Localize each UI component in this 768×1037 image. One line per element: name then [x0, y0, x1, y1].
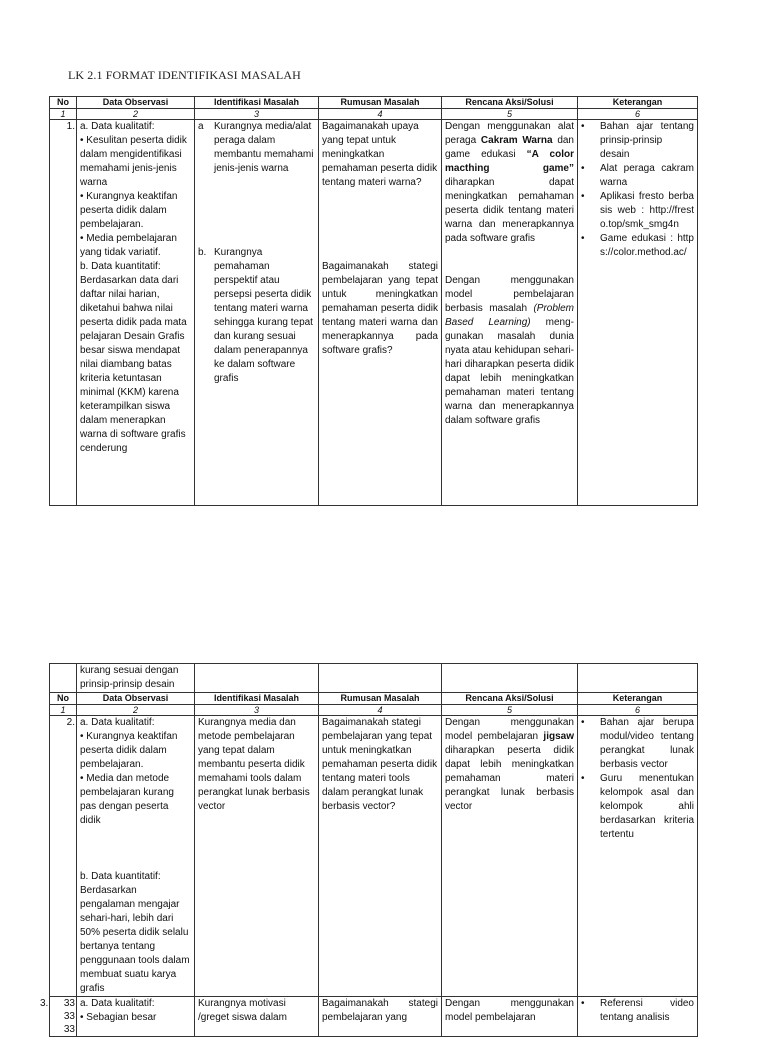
header-keterangan: Keterangan	[578, 693, 698, 705]
col-number: 6	[578, 109, 698, 120]
data-observasi-cell	[77, 120, 195, 506]
keterangan-cell	[578, 716, 698, 997]
col-number: 5	[442, 109, 578, 120]
quantitative-title: b. Data kuantitatif:	[80, 261, 161, 272]
observation-item: • Media pembelajaran yang tidak variatif.	[80, 233, 177, 258]
observation-item: • Media dan metode pembelajaran kurang pas dengan peserta didik	[80, 773, 174, 826]
solution-text: diharapkan peserta didik dapat lebih meningkatkan pemahaman materi perangkat lunak berbasis vector	[445, 745, 574, 812]
problem-identification-table-page-1	[49, 96, 698, 506]
notes-list	[581, 120, 694, 260]
problem-a: Kurangnya media/alat peraga dalam membantu memahami jenis-jenis warna	[214, 121, 314, 174]
row-number: 2.	[50, 716, 77, 997]
notes-list	[581, 716, 694, 842]
observation-item: • Kurangnya keaktifan peserta didik dalam pembelajaran.	[80, 191, 178, 230]
tool-name: Cakram Warna	[480, 135, 553, 146]
list-item: • Referensi video tentang analisis	[581, 997, 694, 1025]
list-label: b.	[198, 247, 207, 258]
observation-item: • Sebagian besar	[80, 1012, 157, 1023]
solution-text: diharapkan dapat meningkatkan pemahaman peserta didik tentang materi warna dan menerapkannya pada software grafis	[445, 177, 574, 244]
list-label: a	[198, 121, 204, 132]
col-number: 3	[195, 705, 319, 716]
list-item: • Bahan ajar tentang prinsip-prinsip desain	[581, 120, 694, 162]
rumusan-masalah-cell	[319, 120, 442, 506]
game-name: “A color macthing game”	[445, 149, 575, 174]
list-item: • Game edukasi : https://color.method.ac/	[581, 232, 694, 260]
header-rumusan-masalah: Rumusan Masalah	[319, 97, 442, 109]
keterangan-cell	[578, 120, 698, 506]
rencana-aksi-cell	[442, 716, 578, 997]
table-row	[50, 997, 698, 1037]
qualitative-title: a. Data kualitatif:	[80, 998, 155, 1009]
header-data-observasi: Data Observasi	[77, 693, 195, 705]
quantitative-title: b. Data kuantitatif:	[80, 871, 161, 882]
header-identifikasi-masalah: Identifikasi Masalah	[195, 693, 319, 705]
solution-text: dan game edukasi	[445, 135, 574, 160]
rencana-aksi-cell: Dengan menggunakan model pembelajaran	[442, 997, 578, 1037]
table-row	[50, 716, 698, 997]
list-item: • Bahan ajar berupa modul/video tentang perangkat lunak berbasis vector	[581, 716, 694, 772]
row-number: 3.	[40, 998, 49, 1009]
col-number: 4	[319, 705, 442, 716]
row-number-cell	[40, 997, 77, 1037]
method-name: jigsaw	[543, 731, 574, 742]
qualitative-title: a. Data kualitatif:	[80, 121, 155, 132]
continued-row	[50, 664, 698, 693]
rumusan-masalah-cell: Bagaimanakah stategi pembelajaran yang tepat untuk meningkatkan pemahaman peserta didik tentang materi tools dalam perangkat lunak berbasis vector?	[319, 716, 442, 997]
rencana-aksi-cell	[442, 120, 578, 506]
col-number: 3	[195, 109, 319, 120]
identifikasi-masalah-cell	[195, 120, 319, 506]
column-number-row	[50, 705, 698, 716]
header-row	[50, 693, 698, 705]
header-row	[50, 97, 698, 109]
side-number: 33	[63, 998, 75, 1009]
observation-item: • Kesulitan peserta didik dalam mengidentifikasi memahami jenis-jenis warna	[80, 135, 187, 188]
rumusan-masalah-cell: Bagaimanakah stategi pembelajaran yang	[319, 997, 442, 1037]
row-number: 1.	[50, 120, 77, 506]
solution-b	[445, 274, 574, 428]
quantitative-text: Berdasarkan data dari daftar nilai harian, diketahui bahwa nilai peserta didik pada mata pelajaran Desain Grafis besar siswa mendapat nilai diambang batas kriteria ketuntasan minimal (KKM) karena keterampilkan siswa dalam menerapkan warna di software grafis cenderung	[80, 275, 187, 454]
col-number: 1	[50, 109, 77, 120]
qualitative-title: a. Data kualitatif:	[80, 717, 155, 728]
data-observasi-cell	[77, 997, 195, 1037]
header-identifikasi-masalah: Identifikasi Masalah	[195, 97, 319, 109]
keterangan-cell	[578, 997, 698, 1037]
list-item: • Alat peraga cakram warna	[581, 162, 694, 190]
column-number-row	[50, 109, 698, 120]
col-number: 1	[50, 705, 77, 716]
solution-text: Dengan menggunakan model pembelajaran	[445, 717, 574, 742]
observation-item: • Kurangnya keaktifan peserta didik dalam pembelajaran.	[80, 731, 178, 770]
list-item: • Guru menentukan kelompok asal dan kelompok ahli berdasarkan kriteria tertentu	[581, 772, 694, 842]
observation-continued: kurang sesuai dengan prinsip-prinsip desain	[77, 664, 195, 693]
header-rencana-aksi: Rencana Aksi/Solusi	[442, 693, 578, 705]
col-number: 2	[77, 705, 195, 716]
col-number: 5	[442, 705, 578, 716]
col-number: 6	[578, 705, 698, 716]
table-row	[50, 120, 698, 506]
notes-list	[581, 997, 694, 1025]
header-no: No	[50, 693, 77, 705]
identifikasi-masalah-cell: Kurangnya motivasi /greget siswa dalam	[195, 997, 319, 1037]
list-item: • Aplikasi fresto berbasis web : http://fresto.top/smk_smg4n	[581, 190, 694, 232]
solution-a	[445, 120, 574, 246]
data-observasi-cell	[77, 716, 195, 997]
problem-b: Kurangnya pemahaman perspektif atau persepsi peserta didik tentang materi warna sehingga kurang tepat dan kurang sesuai dalam penerapannya ke dalam software grafis	[214, 247, 313, 384]
header-data-observasi: Data Observasi	[77, 97, 195, 109]
header-no: No	[50, 97, 77, 109]
col-number: 2	[77, 109, 195, 120]
side-number: 33	[63, 1024, 75, 1035]
quantitative-text: Berdasarkan pengalaman mengajar sehari-hari, lebih dari 50% peserta didik selalu bertanya tentang penggunaan tools dalam membuat suatu karya grafis	[80, 885, 190, 994]
header-rencana-aksi: Rencana Aksi/Solusi	[442, 97, 578, 109]
header-keterangan: Keterangan	[578, 97, 698, 109]
col-number: 4	[319, 109, 442, 120]
identifikasi-masalah-cell: Kurangnya media dan metode pembelajaran yang tepat dalam membantu peserta didik memahami tools dalam perangkat lunak berbasis vector	[195, 716, 319, 997]
question-b: Bagaimanakah stategi pembelajaran yang tepat untuk meningkatkan pemahaman peserta didik tentang materi warna dan menerapkannya pada software grafis?	[322, 261, 438, 356]
method-name: (Problem Based Learning)	[445, 303, 575, 328]
header-rumusan-masalah: Rumusan Masalah	[319, 693, 442, 705]
page-title: LK 2.1 FORMAT IDENTIFIKASI MASALAH	[68, 68, 301, 82]
question-a: Bagaimanakah upaya yang tepat untuk meningkatkan pemahaman peserta didik tentang materi warna?	[322, 121, 438, 188]
solution-text: meng-gunakan masalah dunia nyata atau kehidupan sehari-hari diharapkan peserta didik dapat lebih meningkatkan pemahaman materi tentang warna dan menerapkannya dalam software grafis	[445, 317, 574, 426]
solution-text: Dengan menggunakan model pembelajaran berbasis masalah	[445, 275, 574, 314]
side-number: 33	[63, 1011, 75, 1022]
solution-text: Dengan menggunakan alat peraga	[445, 121, 574, 146]
problem-identification-table-page-2	[40, 663, 698, 1037]
